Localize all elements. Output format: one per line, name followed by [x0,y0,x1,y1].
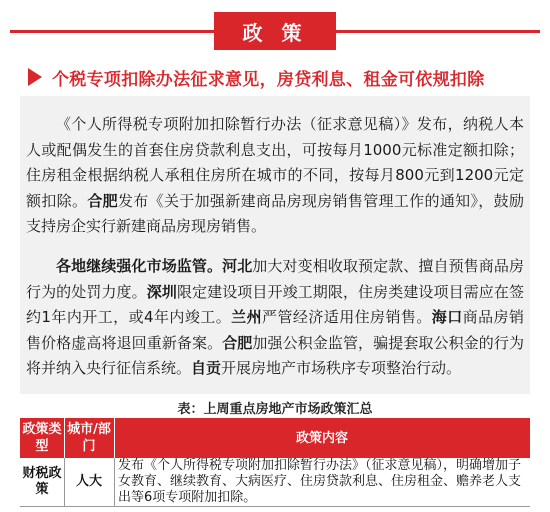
p2-text-4: 商品房销售价格虚高将退回重新备案。 [26,308,524,352]
p1-city-hefei: 合肥 [87,191,118,210]
table-row-partial [20,507,530,512]
p2-text-2: 限定建设项目开竣工期限，住房类建设项目需应在签约1年内开工，或4年内竣工。 [26,282,524,327]
p2-city-hebei: 河北 [222,257,253,275]
paragraph-1 [26,112,524,240]
p1-text-2: 发布《关于加强新建商品房现房销售管理工作的通知》，鼓励支持房企实行新建商品房现房销售。 [26,191,524,236]
header-divider [114,418,115,458]
p1-text-1: 《个人所得税专项附加扣除暂行办法（征求意见稿）》发布，纳税人本人或配偶发生的首套住房贷款利息支出，可按每月1000元标准定额扣除；住房租金根据纳税人承租住房所在城市的不同，按每月800元到1200元定额扣除。 [26,115,524,210]
cell-policy-type: 财税政策 [22,466,62,497]
p2-city-lanzhou: 兰州 [231,308,263,327]
paragraph-2 [26,254,524,382]
p2-city-zigong: 自贡 [191,359,222,378]
p2-text-5: 加强公积金监管，骗提套取公积金的行为将并纳入央行征信系统。 [26,333,524,378]
table-caption: 表：上周重点房地产市场政策汇总 [177,402,373,417]
headline-text: 个税专项扣除办法征求意见，房贷利息、租金可依规扣除 [52,69,485,90]
table-header [20,418,530,458]
body-panel [20,96,530,394]
triangle-bullet-icon [28,68,42,86]
p2-text-6: 开展房地产市场秩序专项整治行动。 [221,359,462,378]
section-banner [0,12,550,50]
header-city-dept: 城市/部门 [67,422,111,454]
p2-text-1: 加大对变相收取预定款、擅自预售商品房行为的处罚力度。 [26,257,524,301]
p2-city-shenzhen: 深圳 [146,282,177,301]
policy-table [20,418,530,512]
p2-city-haikou: 海口 [431,308,463,327]
p2-lead: 各地继续强化市场监管。 [56,257,223,275]
headline [28,64,485,90]
cell-policy-content: 发布《个人所得税专项附加扣除暂行办法》（征求意见稿），明确增加子女教育、继续教育、大病医疗、住房贷款利息、住房租金、赡养老人支出等6项专项附加扣除。 [118,458,522,505]
header-policy-content: 政策内容 [295,430,348,446]
p2-text-3: 严管经济适用住房销售。 [262,308,432,327]
section-title: 政 策 [214,12,336,50]
p2-city-hefei: 合肥 [222,333,253,352]
header-policy-type: 政策类型 [22,422,62,454]
banner-rule-right [336,30,540,33]
header-divider [64,418,65,458]
table-row [20,458,530,507]
cell-city-dept: 人大 [75,474,102,489]
banner-rule-left [10,30,214,33]
